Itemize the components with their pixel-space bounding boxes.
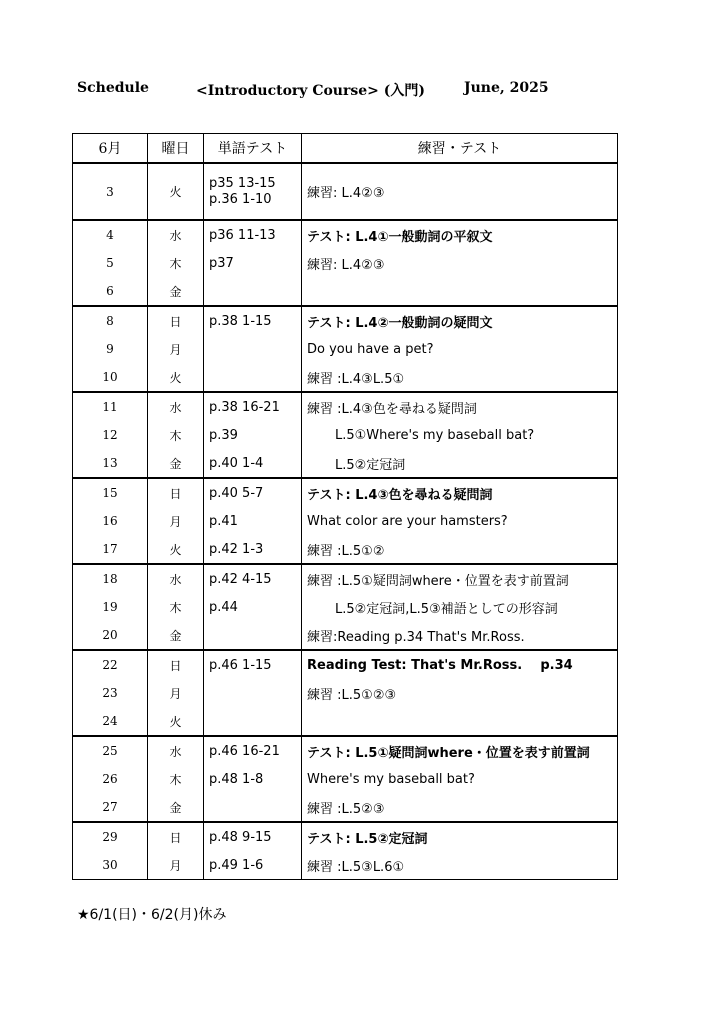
weekday-cell: 水 (148, 220, 204, 249)
vocab-cell (204, 793, 302, 822)
day-cell: 30 (73, 851, 148, 880)
day-cell: 24 (73, 707, 148, 736)
vocab-cell: p.42 4-15 (204, 564, 302, 593)
day-cell: 8 (73, 306, 148, 335)
weekday-cell: 月 (148, 679, 204, 707)
day-cell: 19 (73, 593, 148, 621)
vocab-cell: p.49 1-6 (204, 851, 302, 880)
vocab-cell: p.41 (204, 507, 302, 535)
table-row (73, 249, 618, 277)
day-cell: 12 (73, 421, 148, 449)
table-row (73, 621, 618, 650)
practice-cell (302, 277, 618, 306)
table-row (73, 478, 618, 507)
practice-cell: 練習 :L.5①疑問詞where・位置を表す前置詞 (302, 564, 618, 593)
table-row (73, 535, 618, 564)
day-cell: 16 (73, 507, 148, 535)
column-header-vocab-test: 単語テスト (204, 134, 302, 164)
practice-cell: 練習:Reading p.34 That's Mr.Ross. (302, 621, 618, 650)
practice-cell: 練習 :L.5③L.6① (302, 851, 618, 880)
table-row (73, 822, 618, 851)
vocab-cell: p37 (204, 249, 302, 277)
weekday-cell: 月 (148, 851, 204, 880)
weekday-cell: 日 (148, 478, 204, 507)
day-cell: 26 (73, 765, 148, 793)
table-row (73, 392, 618, 421)
table-header-row (73, 134, 618, 164)
table-row (73, 163, 618, 220)
day-cell: 3 (73, 163, 148, 220)
table-row (73, 277, 618, 306)
table-row (73, 765, 618, 793)
table-row (73, 220, 618, 249)
vocab-cell (204, 621, 302, 650)
practice-cell: L.5②定冠詞 (302, 449, 618, 478)
vocab-cell (204, 679, 302, 707)
vocab-cell: p36 11-13 (204, 220, 302, 249)
weekday-cell: 日 (148, 650, 204, 679)
weekday-cell: 火 (148, 707, 204, 736)
vocab-cell (204, 163, 302, 220)
weekday-cell: 月 (148, 335, 204, 363)
practice-cell: テスト: L.5①疑問詞where・位置を表す前置詞 (302, 736, 618, 765)
day-cell: 27 (73, 793, 148, 822)
day-cell: 13 (73, 449, 148, 478)
table-row (73, 564, 618, 593)
practice-cell: Where's my baseball bat? (302, 765, 618, 793)
vocab-cell: p.38 16-21 (204, 392, 302, 421)
table-row (73, 421, 618, 449)
table-row (73, 449, 618, 478)
vocab-cell: p.40 1-4 (204, 449, 302, 478)
vocab-cell: p.40 5-7 (204, 478, 302, 507)
day-cell: 18 (73, 564, 148, 593)
table-row (73, 793, 618, 822)
weekday-cell: 月 (148, 507, 204, 535)
practice-cell (302, 707, 618, 736)
vocab-cell: p.46 16-21 (204, 736, 302, 765)
day-cell: 9 (73, 335, 148, 363)
column-header-day: 6月 (73, 134, 148, 164)
weekday-cell: 水 (148, 564, 204, 593)
table-row (73, 507, 618, 535)
weekday-cell: 水 (148, 392, 204, 421)
practice-cell: Reading Test: That's Mr.Ross. p.34 (302, 650, 618, 679)
practice-cell: 練習 :L.4③色を尋ねる疑問詞 (302, 392, 618, 421)
table-row (73, 650, 618, 679)
weekday-cell: 水 (148, 736, 204, 765)
weekday-cell: 木 (148, 249, 204, 277)
schedule-table (72, 133, 618, 880)
weekday-cell: 金 (148, 277, 204, 306)
weekday-cell: 火 (148, 535, 204, 564)
vocab-cell: p.48 1-8 (204, 765, 302, 793)
schedule-date: June, 2025 (464, 80, 549, 96)
day-cell: 29 (73, 822, 148, 851)
course-title: <Introductory Course> (入門) (196, 83, 425, 99)
practice-cell: What color are your hamsters? (302, 507, 618, 535)
weekday-cell: 日 (148, 306, 204, 335)
vocab-cell: p.48 9-15 (204, 822, 302, 851)
practice-cell: L.5②定冠詞,L.5③補語としての形容詞 (302, 593, 618, 621)
vocab-cell: p.44 (204, 593, 302, 621)
vocab-cell (204, 335, 302, 363)
practice-cell: 練習 :L.5①②③ (302, 679, 618, 707)
day-cell: 11 (73, 392, 148, 421)
column-header-weekday: 曜日 (148, 134, 204, 164)
day-cell: 25 (73, 736, 148, 765)
practice-cell: 練習 :L.5①② (302, 535, 618, 564)
day-cell: 17 (73, 535, 148, 564)
table-row (73, 679, 618, 707)
practice-cell: Do you have a pet? (302, 335, 618, 363)
weekday-cell: 木 (148, 765, 204, 793)
vocab-cell: p.42 1-3 (204, 535, 302, 564)
practice-cell: テスト: L.4②一般動詞の疑問文 (302, 306, 618, 335)
table-row (73, 851, 618, 880)
weekday-cell: 金 (148, 793, 204, 822)
day-cell: 15 (73, 478, 148, 507)
practice-cell: 練習: L.4②③ (302, 249, 618, 277)
weekday-cell: 金 (148, 621, 204, 650)
weekday-cell: 火 (148, 363, 204, 392)
practice-cell: テスト: L.4③色を尋ねる疑問詞 (302, 478, 618, 507)
weekday-cell: 金 (148, 449, 204, 478)
day-cell: 20 (73, 621, 148, 650)
vocab-cell: p.38 1-15 (204, 306, 302, 335)
practice-cell: 練習 :L.4③L.5① (302, 363, 618, 392)
column-header-practice-test: 練習・テスト (302, 134, 618, 164)
practice-cell: テスト: L.5②定冠詞 (302, 822, 618, 851)
weekday-cell: 木 (148, 421, 204, 449)
vocab-cell (204, 363, 302, 392)
vocab-cell (204, 707, 302, 736)
schedule-label: Schedule (77, 80, 149, 96)
vocab-cell: p.39 (204, 421, 302, 449)
day-cell: 4 (73, 220, 148, 249)
day-cell: 22 (73, 650, 148, 679)
vocab-cell (204, 277, 302, 306)
day-cell: 5 (73, 249, 148, 277)
table-row (73, 707, 618, 736)
table-row (73, 736, 618, 765)
table-row (73, 593, 618, 621)
table-row (73, 306, 618, 335)
holiday-note: ★6/1(日)・6/2(月)休み (77, 907, 227, 923)
day-cell: 23 (73, 679, 148, 707)
practice-cell: 練習: L.4②③ (302, 163, 618, 220)
vocab-line: p.36 1-10 (209, 191, 272, 207)
practice-cell: テスト: L.4①一般動詞の平叙文 (302, 220, 618, 249)
practice-cell: L.5①Where's my baseball bat? (302, 421, 618, 449)
vocab-cell: p.46 1-15 (204, 650, 302, 679)
document-header (77, 80, 677, 104)
day-cell: 6 (73, 277, 148, 306)
weekday-cell: 日 (148, 822, 204, 851)
weekday-cell: 火 (148, 163, 204, 220)
table-row (73, 363, 618, 392)
weekday-cell: 木 (148, 593, 204, 621)
day-cell: 10 (73, 363, 148, 392)
vocab-line: p35 13-15 (209, 175, 276, 191)
table-row (73, 335, 618, 363)
practice-cell: 練習 :L.5②③ (302, 793, 618, 822)
